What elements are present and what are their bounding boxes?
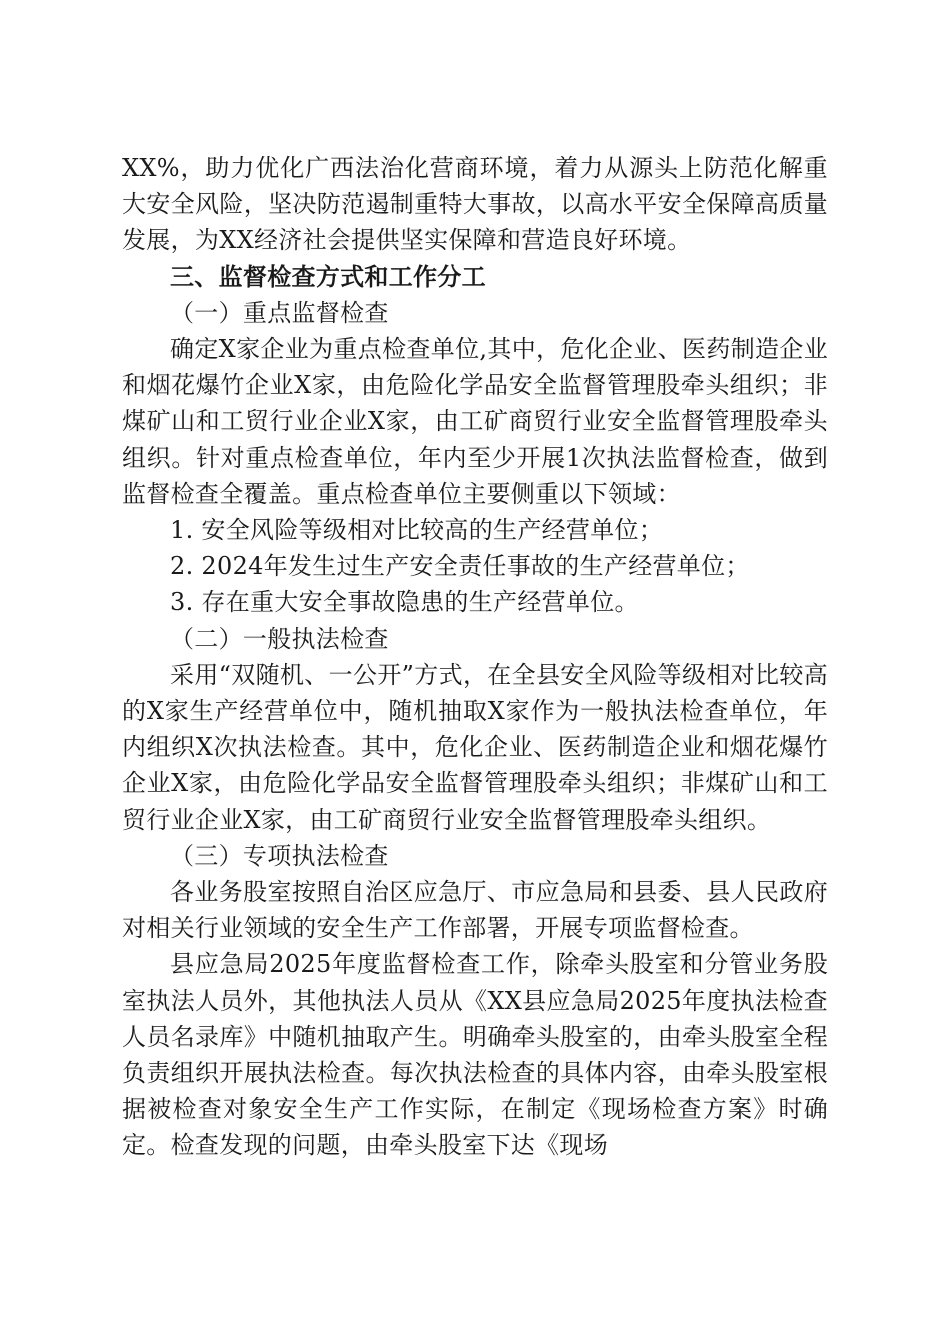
subheading-general-inspection: （二）一般执法检查 <box>170 624 389 653</box>
document-body <box>122 150 828 1164</box>
list-item-3: 3. 存在重大安全事故隐患的生产经营单位。 <box>170 588 639 617</box>
section-heading-3: 三、监督检查方式和工作分工 <box>170 262 486 291</box>
paragraph-key-inspection: 确定X家企业为重点检查单位,其中，危化企业、医药制造企业和烟花爆竹企业X家，由危险化学品安全监督管理股牵头组织；非煤矿山和工贸行业企业X家，由工矿商贸行业安全监督管理股牵头组织。针对重点检查单位，年内至少开展1次执法监督检查，做到监督检查全覆盖。重点检查单位主要侧重以下领域： <box>122 335 828 508</box>
list-item-1: 1. 安全风险等级相对比较高的生产经营单位； <box>170 516 664 545</box>
paragraph-special-inspection: 各业务股室按照自治区应急厅、市应急局和县委、县人民政府对相关行业领域的安全生产工作部署，开展专项监督检查。 <box>122 878 828 943</box>
paragraph-intro-continuation: XX%，助力优化广西法治化营商环境，着力从源头上防范化解重大安全风险，坚决防范遏制重特大事故，以高水平安全保障高质量发展，为XX经济社会提供坚实保障和营造良好环境。 <box>122 154 828 255</box>
subheading-special-inspection: （三）专项执法检查 <box>170 841 389 870</box>
paragraph-annual-work: 县应急局2025年度监督检查工作，除牵头股室和分管业务股室执法人员外，其他执法人员从《XX县应急局2025年度执法检查人员名录库》中随机抽取产生。明确牵头股室的，由牵头股室全程负责组织开展执法检查。每次执法检查的具体内容，由牵头股室根据被检查对象安全生产工作实际，在制定《现场检查方案》时确定。检查发现的问题，由牵头股室下达《现场 <box>122 950 828 1160</box>
paragraph-general-inspection: 采用“双随机、一公开”方式，在全县安全风险等级相对比较高的X家生产经营单位中，随机抽取X家作为一般执法检查单位，年内组织X次执法检查。其中，危化企业、医药制造企业和烟花爆竹企业X家，由危险化学品安全监督管理股牵头组织；非煤矿山和工贸行业企业X家，由工矿商贸行业安全监督管理股牵头组织。 <box>122 660 828 834</box>
list-item-2: 2. 2024年发生过生产安全责任事故的生产经营单位； <box>170 552 750 581</box>
subheading-key-inspection: （一）重点监督检查 <box>170 298 389 327</box>
